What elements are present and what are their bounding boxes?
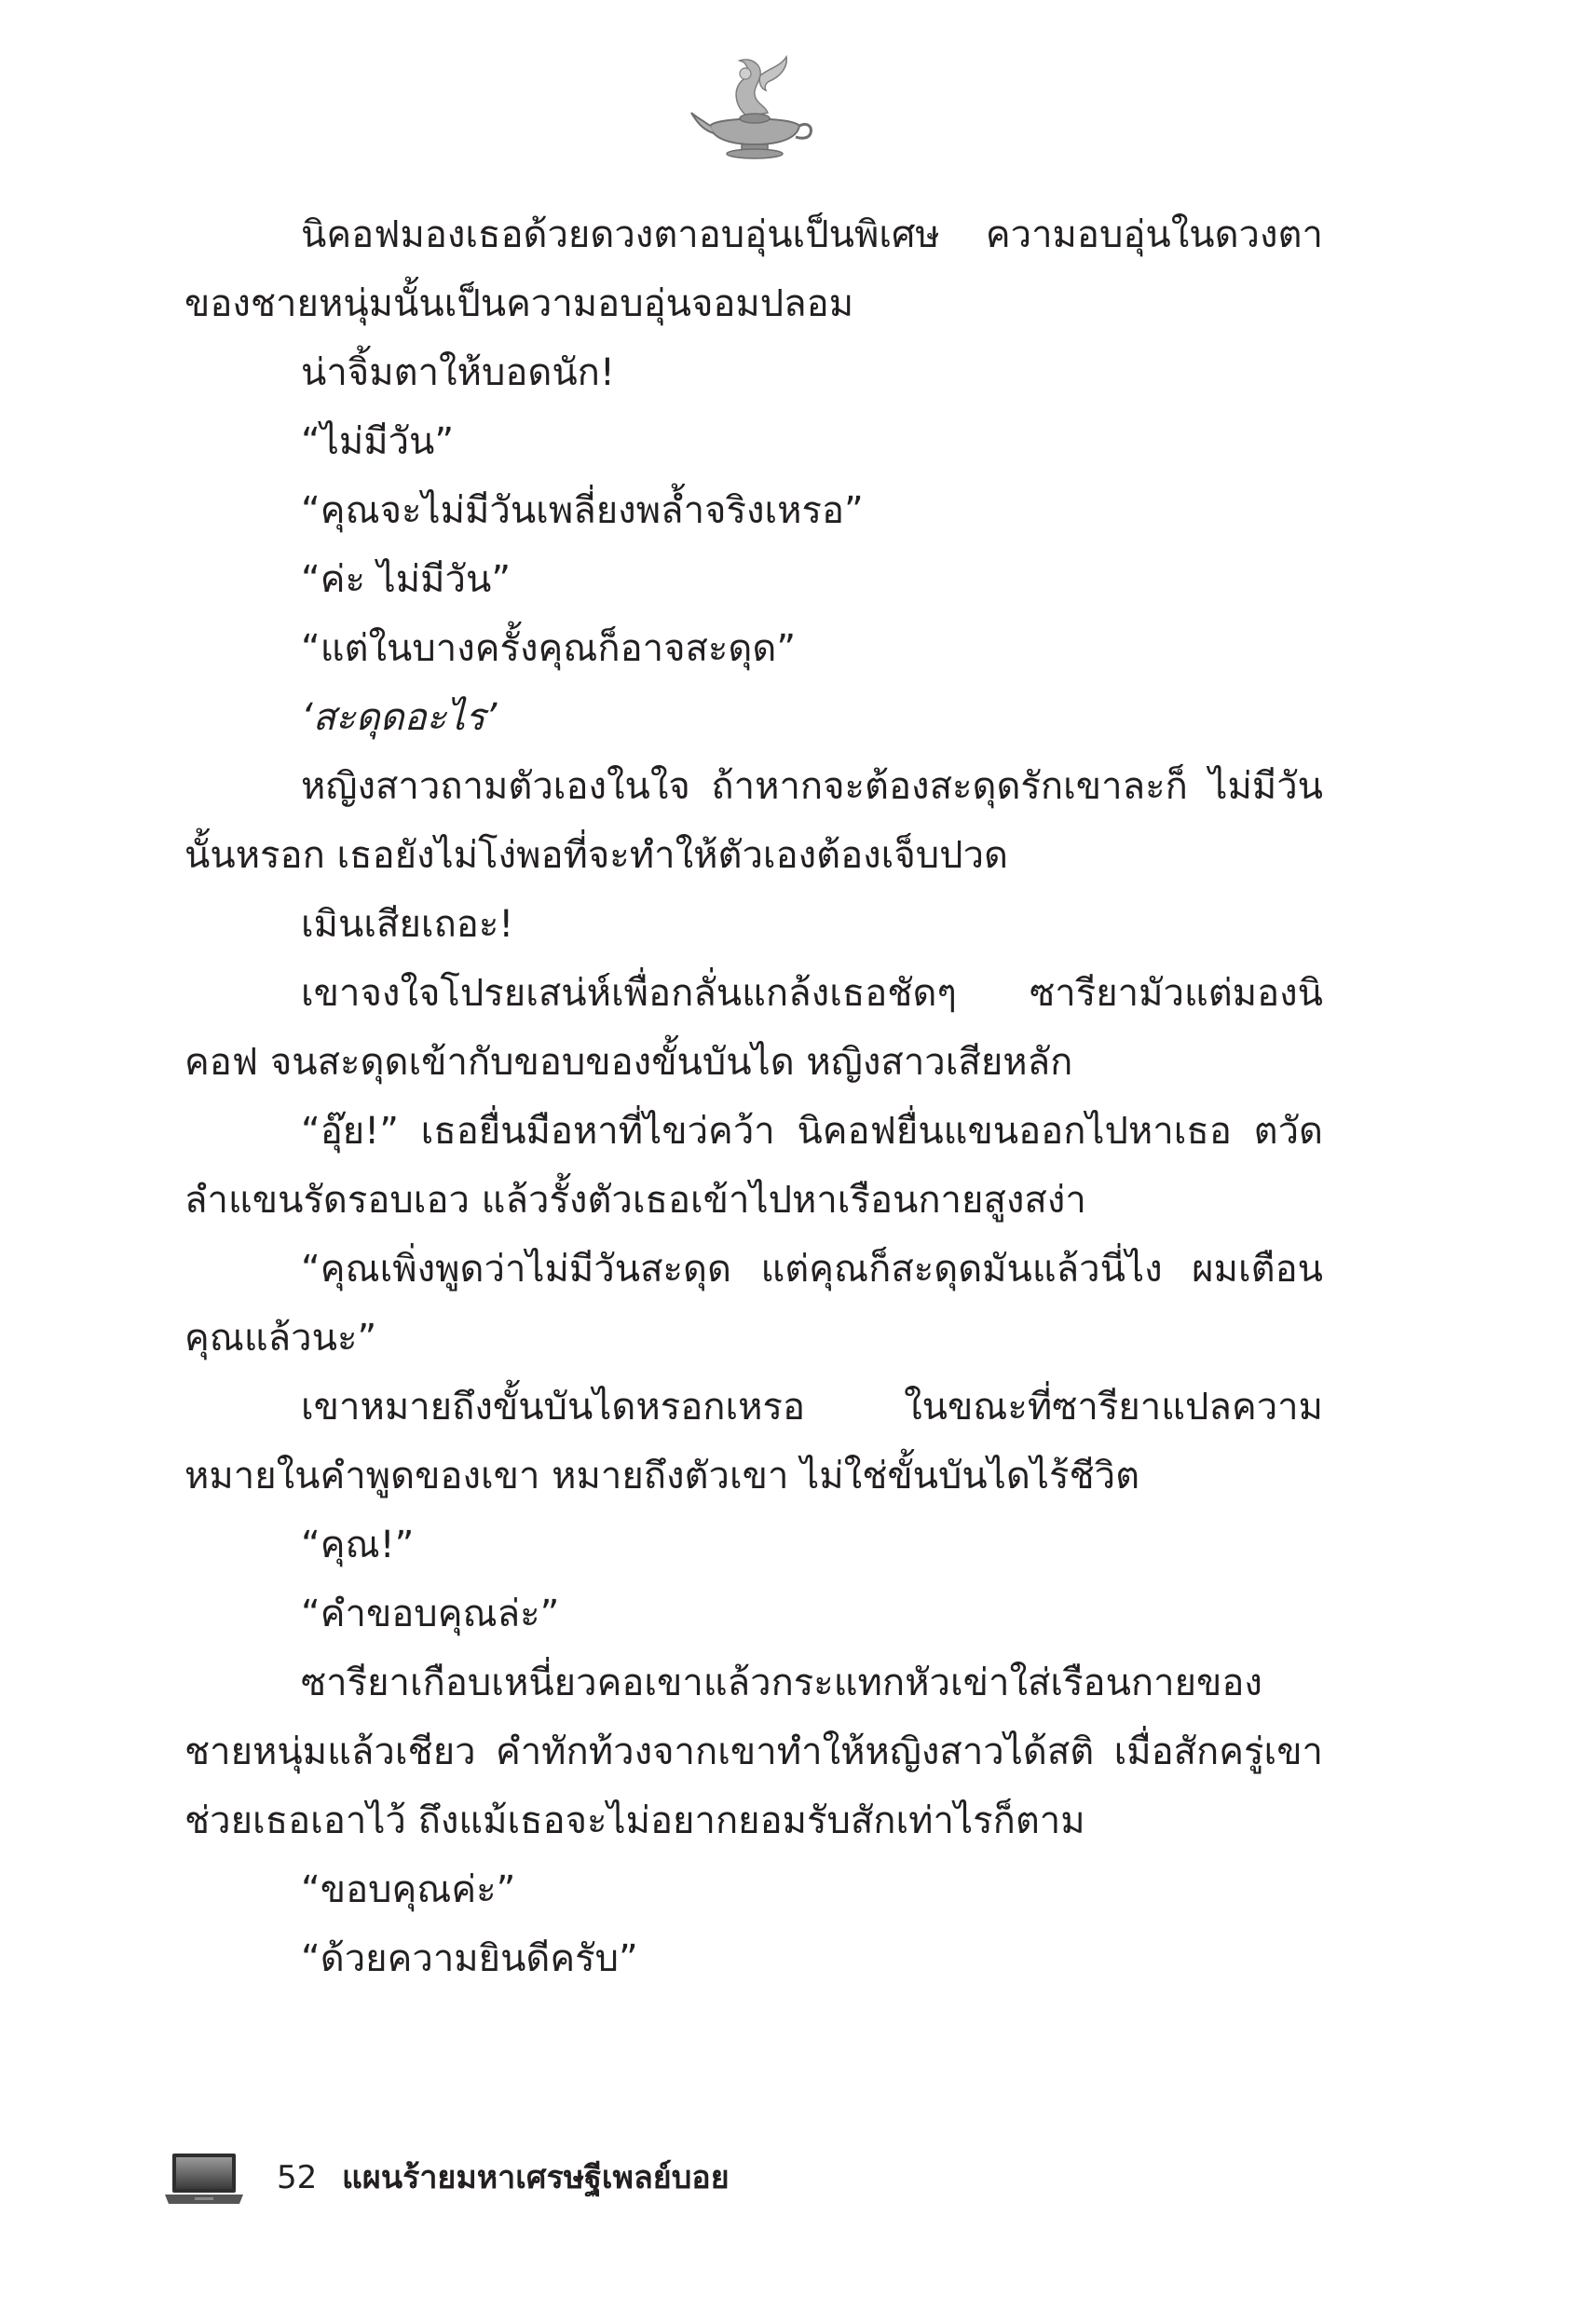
- paragraph: หญิงสาวถามตัวเองในใจ ถ้าหากจะต้องสะดุดรักเขาละก็ ไม่มีวันนั้นหรอก เธอยังไม่โง่พอที่จะทำให้ตัวเองต้องเจ็บปวด: [184, 765, 1323, 877]
- paragraph: น่าจิ้มตาให้บอดนัก!: [301, 351, 615, 394]
- book-title: แผนร้ายมหาเศรษฐีเพลย์บอย: [342, 2159, 730, 2196]
- paragraph: “คุณ!”: [301, 1524, 415, 1566]
- paragraph: “คำขอบคุณล่ะ”: [301, 1593, 560, 1635]
- paragraph: “ขอบคุณค่ะ”: [301, 1868, 516, 1911]
- page-number: 52: [277, 2159, 318, 2196]
- paragraph: “แต่ในบางครั้งคุณก็อาจสะดุด”: [301, 627, 797, 670]
- paragraph: “คุณเพิ่งพูดว่าไม่มีวันสะดุด แต่คุณก็สะดุดมันแล้วนี่ไง ผมเตือนคุณแล้วนะ”: [184, 1248, 1323, 1360]
- paragraph: “ไม่มีวัน”: [301, 420, 455, 463]
- paragraph: “อุ๊ย!” เธอยื่นมือหาที่ไขว่คว้า นิคอฟยื่นแขนออกไปหาเธอ ตวัดลำแขนรัดรอบเอว แล้วรั้งตัวเธอเข้าไปหาเรือนกายสูงสง่า: [184, 1110, 1323, 1222]
- story-text: [184, 200, 1323, 1993]
- paragraph: เมินเสียเถอะ!: [301, 903, 514, 946]
- page-footer: [163, 2148, 1002, 2213]
- paragraph: “ด้วยความยินดีครับ”: [301, 1937, 638, 1980]
- paragraph: ซารียาเกือบเหนี่ยวคอเขาแล้วกระแทกหัวเข่าใส่เรือนกายของชายหนุ่มแล้วเชียว คำทักท้วงจากเขาทำให้หญิงสาวได้สติ เมื่อสักครู่เขาช่วยเธอเอาไว้ ถึงแม้เธอจะไม่อยากยอมรับสักเท่าไรก็ตาม: [184, 1661, 1323, 1842]
- genie-lamp-icon: [689, 51, 820, 163]
- paragraph: “ค่ะ ไม่มีวัน”: [301, 558, 512, 601]
- paragraph: นิคอฟมองเธอด้วยดวงตาอบอุ่นเป็นพิเศษ ความอบอุ่นในดวงตาของชายหนุ่มนั้นเป็นความอบอุ่นจอมปลอม: [184, 213, 1323, 325]
- paragraph: “คุณจะไม่มีวันเพลี่ยงพล้ำจริงเหรอ”: [301, 489, 864, 532]
- paragraph: ‘สะดุดอะไร’: [301, 696, 498, 739]
- paragraph: เขาจงใจโปรยเสน่ห์เพื่อกลั่นแกล้งเธอชัดๆ ซารียามัวแต่มองนิคอฟ จนสะดุดเข้ากับขอบของขั้นบันได หญิงสาวเสียหลัก: [184, 972, 1323, 1084]
- laptop-icon: [163, 2152, 245, 2208]
- paragraph: เขาหมายถึงขั้นบันไดหรอกเหรอ ในขณะที่ซารียาแปลความหมายในคำพูดของเขา หมายถึงตัวเขา ไม่ใช่ขั้นบันไดไร้ชีวิต: [184, 1386, 1323, 1497]
